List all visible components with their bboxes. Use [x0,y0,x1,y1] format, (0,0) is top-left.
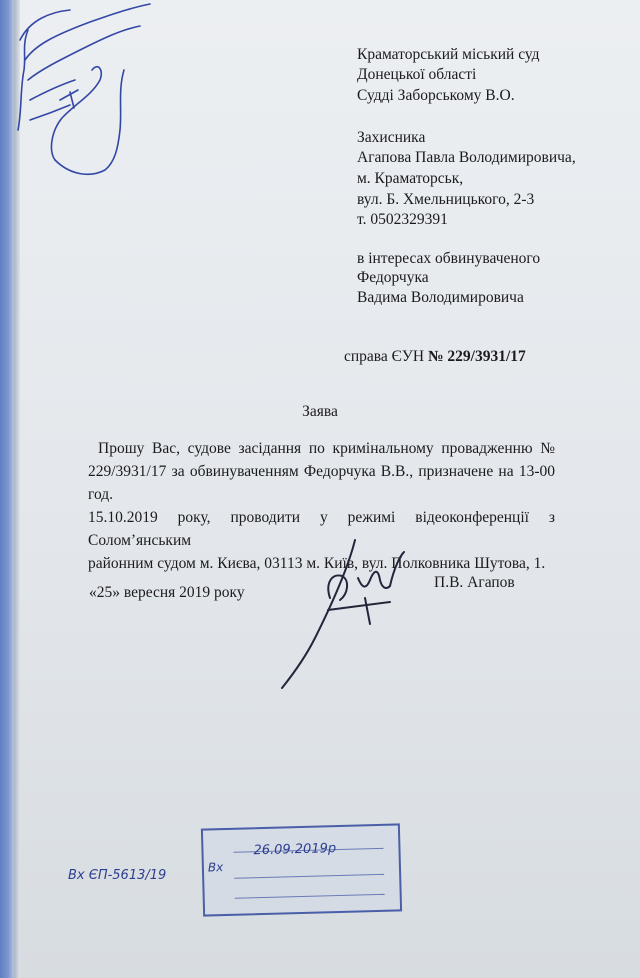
sender-city: м. Краматорськ, [357,170,464,187]
sender-street: вул. Б. Хмельницького, 2-3 [357,191,535,208]
interest-line2: Федорчука [357,269,429,286]
case-number-value: № 229/3931/17 [427,348,526,365]
stamp-mark: Вх [207,860,224,875]
document-title: Заява [302,403,338,420]
case-number [344,347,526,367]
registration-stamp [201,823,402,916]
case-prefix: справа ЄУН [344,348,428,365]
body-line: 229/3931/17 за обвинуваченням Федорчука В.В., призначене на 13-00 год. [88,463,555,503]
body-line: районним судом м. Києва, 03113 м. Київ, вул. Полковника Шутова, 1. [88,555,546,572]
stamp-line [235,894,385,899]
sender-phone: т. 0502329391 [357,211,448,228]
signature [270,528,420,698]
judge-line: Судді Заборському В.О. [357,87,515,104]
body-line: 15.10.2019 року, проводити у режимі відеоконференції з Солом’янським [88,509,555,549]
handwritten-registration: Вх ЄП-5613/19 [68,868,167,883]
interest-line1: в інтересах обвинуваченого [357,250,541,267]
handwritten-resolution [0,0,180,200]
document-date: «25» вересня 2019 року [89,584,245,601]
sender-name: Агапова Павла Володимировича, [357,149,576,166]
sender-role: Захисника [357,129,426,146]
court-line1: Краматорський міський суд [357,46,540,63]
stamp-date: 26.09.2019р [253,841,337,859]
stamp-line [234,874,384,879]
signer-name: П.В. Агапов [434,574,515,591]
body-line: Прошу Вас, судове засідання по кримінальному провадженню № [98,440,555,457]
court-line2: Донецької області [357,66,477,83]
interest-line3: Вадима Володимировича [357,289,524,306]
